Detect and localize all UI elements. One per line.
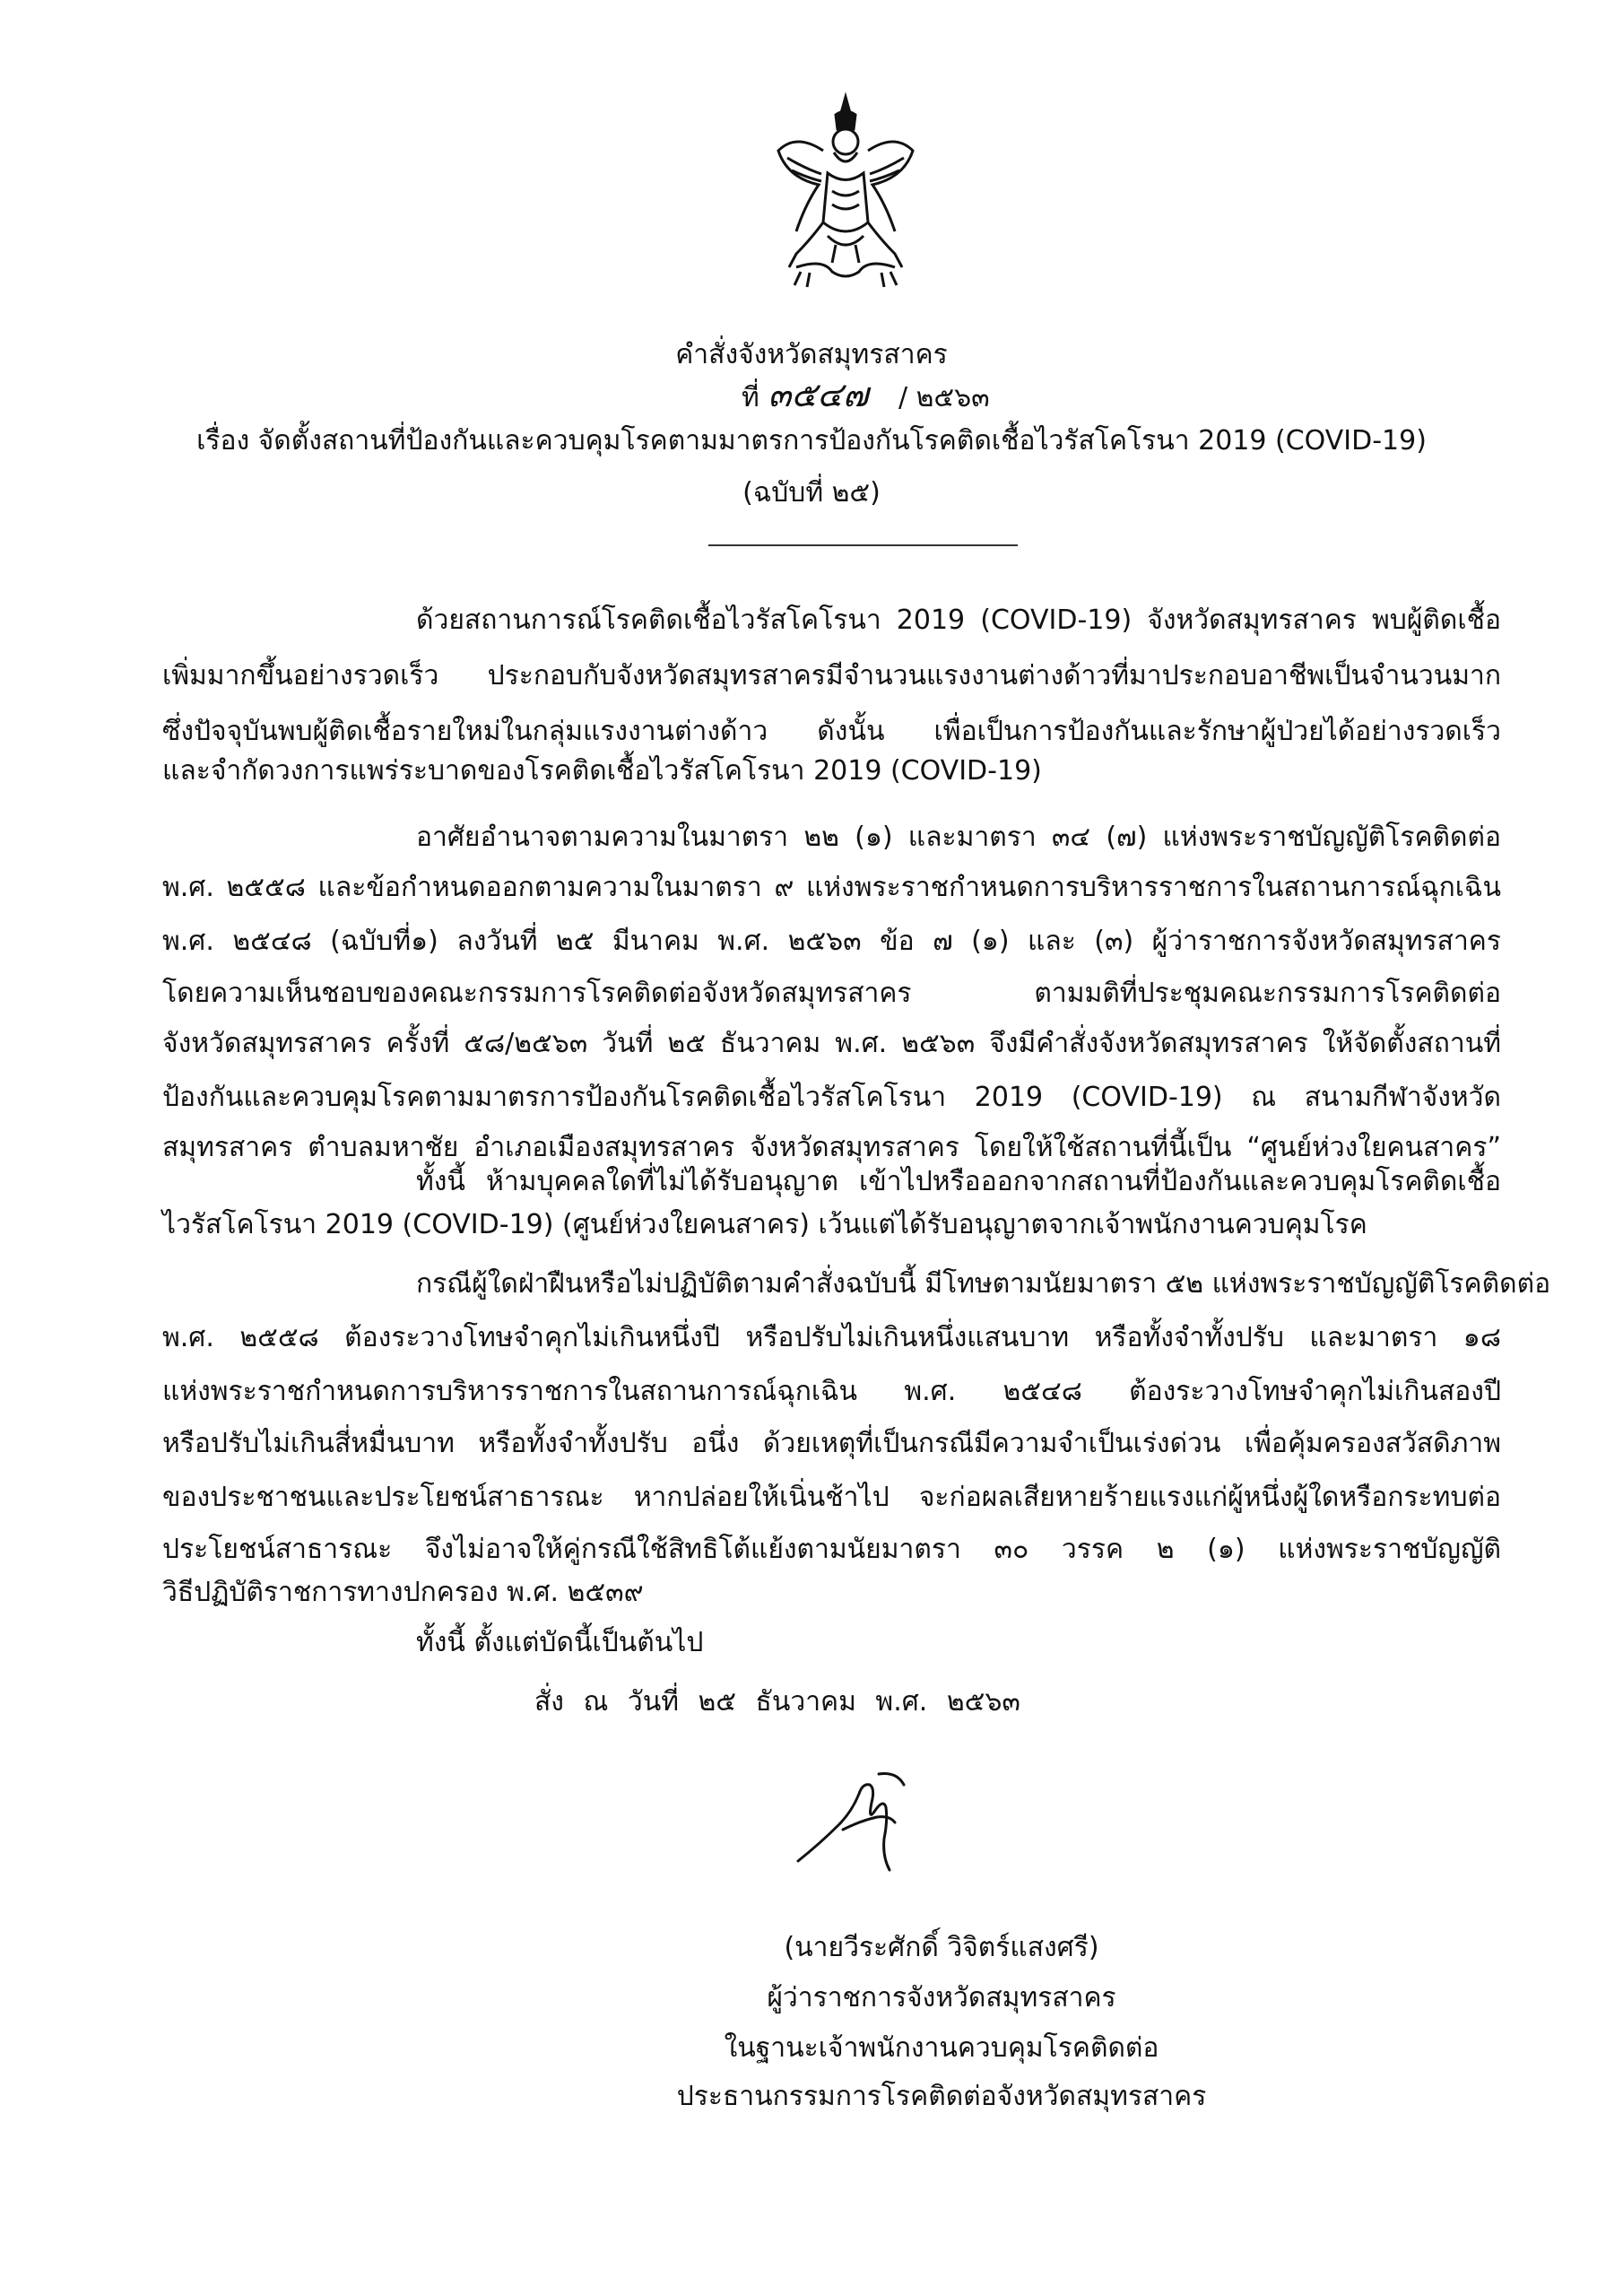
paragraph-2-line: จังหวัดสมุทรสาคร ครั้งที่ ๕๘/๒๕๖๓ วันที่ ๒๕ ธันวาคม พ.ศ. ๒๕๖๓ จึงมีคำสั่งจังหวัดสมุทรสาคร ให้จัดตั้งสถานที่ (162, 1028, 1501, 1059)
paragraph-4-line: วิธีปฏิบัติราชการทางปกครอง พ.ศ. ๒๕๓๙ (162, 1577, 644, 1608)
paragraph-1-line: และจำกัดวงการแพร่ระบาดของโรคติดเชื้อไวรัสโคโรนา 2019 (COVID-19) (162, 755, 1042, 787)
paragraph-4-line: พ.ศ. ๒๕๕๘ ต้องระวางโทษจำคุกไม่เกินหนึ่งปี หรือปรับไม่เกินหนึ่งแสนบาท หรือทั้งจำทั้งปรับ และมาตรา ๑๘ (162, 1322, 1501, 1353)
effective-statement: ทั้งนี้ ตั้งแต่บัดนี้เป็นต้นไป (416, 1627, 704, 1658)
order-subject: เรื่อง จัดตั้งสถานที่ป้องกันและควบคุมโรคตามมาตรการป้องกันโรคติดเชื้อไวรัสโคโรนา 2019 (COVID-19) (196, 425, 1427, 457)
order-date: สั่ง ณ วันที่ ๒๕ ธันวาคม พ.ศ. ๒๕๖๓ (534, 1686, 1020, 1718)
order-number-prefix: ที่ (742, 382, 759, 413)
paragraph-1-line: เพิ่มมากขึ้นอย่างรวดเร็ว ประกอบกับจังหวัดสมุทรสาครมีจำนวนแรงงานต่างด้าวที่มาประกอบอาชีพเป็นจำนวนมาก (162, 660, 1501, 691)
paragraph-1-line: ด้วยสถานการณ์โรคติดเชื้อไวรัสโคโรนา 2019 (COVID-19) จังหวัดสมุทรสาคร พบผู้ติดเชื้อ (416, 604, 1501, 636)
signatory-position: ในฐานะเจ้าพนักงานควบคุมโรคติดต่อ (724, 2032, 1159, 2064)
signatory-position: ผู้ว่าราชการจังหวัดสมุทรสาคร (767, 1982, 1116, 2013)
paragraph-2-line: อาศัยอำนาจตามความในมาตรา ๒๒ (๑) และมาตรา ๓๔ (๗) แห่งพระราชบัญญัติโรคติดต่อ (416, 822, 1501, 853)
paragraph-2-line: สมุทรสาคร ตำบลมหาชัย อำเภอเมืองสมุทรสาคร จังหวัดสมุทรสาคร โดยให้ใช้สถานที่นี้เป็น “ศูนย์ห่วงใยคนสาคร” (162, 1132, 1501, 1163)
garuda-emblem-icon (769, 88, 922, 292)
paragraph-3-line: ไวรัสโคโรนา 2019 (COVID-19) (ศูนย์ห่วงใยคนสาคร) เว้นแต่ได้รับอนุญาตจากเจ้าพนักงานควบคุมโรค (162, 1209, 1367, 1240)
paragraph-2-line: พ.ศ. ๒๕๔๘ (ฉบับที่๑) ลงวันที่ ๒๕ มีนาคม พ.ศ. ๒๕๖๓ ข้อ ๗ (๑) และ (๓) ผู้ว่าราชการจังหวัดสมุทรสาคร (162, 926, 1501, 957)
order-number-year: / ๒๕๖๓ (898, 382, 990, 413)
paragraph-2-line: พ.ศ. ๒๕๕๘ และข้อกำหนดออกตามความในมาตรา ๙ แห่งพระราชกำหนดการบริหารราชการในสถานการณ์ฉุกเฉิน (162, 872, 1501, 903)
paragraph-4-line: ของประชาชนและประโยชน์สาธารณะ หากปล่อยให้เนิ่นช้าไป จะก่อผลเสียหายร้ายแรงแก่ผู้หนึ่งผู้ใดหรือกระทบต่อ (162, 1482, 1501, 1513)
order-number (742, 377, 990, 416)
signatory-name: (นายวีระศักดิ์ วิจิตร์แสงศรี) (784, 1932, 1099, 1963)
paragraph-4-line: ประโยชน์สาธารณะ จึงไม่อาจให้คู่กรณีใช้สิทธิโต้แย้งตามนัยมาตรา ๓๐ วรรค ๒ (๑) แห่งพระราชบัญญัติ (162, 1534, 1501, 1565)
order-edition: (ฉบับที่ ๒๕) (742, 477, 881, 509)
paragraph-4-line: แห่งพระราชกำหนดการบริหารราชการในสถานการณ์ฉุกเฉิน พ.ศ. ๒๕๔๘ ต้องระวางโทษจำคุกไม่เกินสองปี (162, 1376, 1501, 1407)
paragraph-3-line: ทั้งนี้ ห้ามบุคคลใดที่ไม่ได้รับอนุญาต เข้าไปหรือออกจากสถานที่ป้องกันและควบคุมโรคติดเชื้อ (416, 1166, 1501, 1197)
order-number-handwritten: ๓๕๔๗ (768, 375, 869, 414)
paragraph-1-line: ซึ่งปัจจุบันพบผู้ติดเชื้อรายใหม่ในกลุ่มแรงงานต่างด้าว ดังนั้น เพื่อเป็นการป้องกันและรักษาผู้ป่วยได้อย่างรวดเร็ว (162, 716, 1501, 747)
signature-mark (789, 1758, 950, 1888)
header-divider (708, 544, 1018, 546)
paragraph-2-line: โดยความเห็นชอบของคณะกรรมการโรคติดต่อจังหวัดสมุทรสาคร ตามมติที่ประชุมคณะกรรมการโรคติดต่อ (162, 978, 1501, 1009)
paragraph-4-line: หรือปรับไม่เกินสี่หมื่นบาท หรือทั้งจำทั้งปรับ อนึ่ง ด้วยเหตุที่เป็นกรณีมีความจำเป็นเร่งด่วน เพื่อคุ้มครองสวัสดิภาพ (162, 1428, 1501, 1459)
order-title: คำสั่งจังหวัดสมุทรสาคร (675, 339, 948, 370)
paragraph-2-line: ป้องกันและควบคุมโรคตามมาตรการป้องกันโรคติดเชื้อไวรัสโคโรนา 2019 (COVID-19) ณ สนามกีฬาจังหวัด (162, 1082, 1501, 1113)
paragraph-4-line: กรณีผู้ใดฝ่าฝืนหรือไม่ปฏิบัติตามคำสั่งฉบับนี้ มีโทษตามนัยมาตรา ๕๒ แห่งพระราชบัญญัติโรคติดต่อ (416, 1268, 1551, 1300)
signatory-position: ประธานกรรมการโรคติดต่อจังหวัดสมุทรสาคร (676, 2081, 1207, 2112)
